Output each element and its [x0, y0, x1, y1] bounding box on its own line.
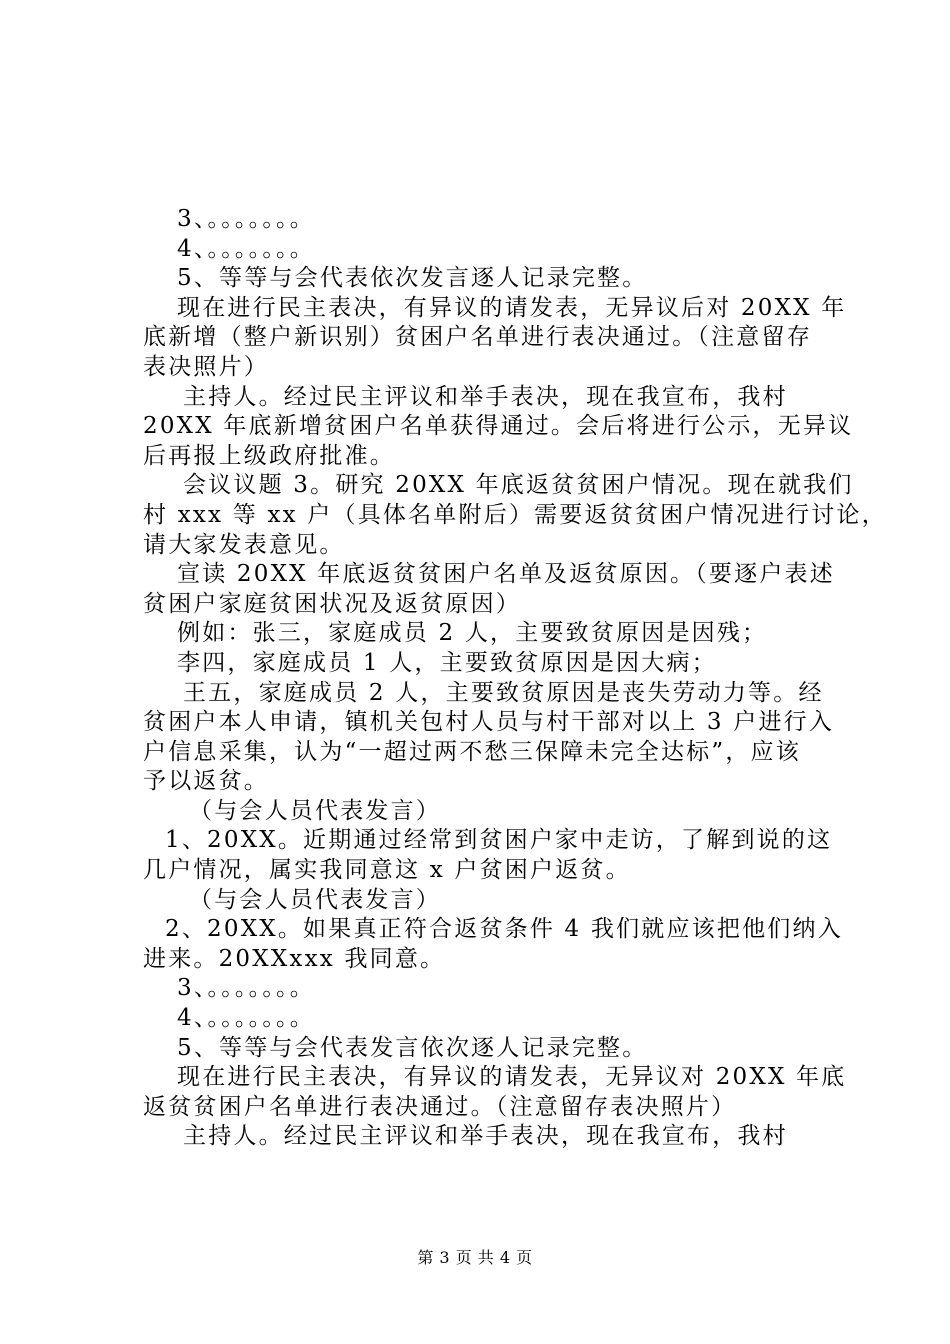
text-line: 贫困户家庭贫困状况及返贫原因） [143, 590, 521, 617]
text-line: 李四，家庭成员 1 人，主要致贫原因是因大病； [177, 649, 717, 676]
text-line: 5、等等与会代表发言依次逐人记录完整。 [177, 1034, 648, 1061]
text-line: 返贫贫困户名单进行表决通过。（注意留存表决照片） [143, 1093, 737, 1120]
text-line: 户信息采集，认为“一超过两不愁三保障未完全达标”，应该 [143, 738, 801, 765]
text-line: 3、。。。。。。。 [177, 975, 315, 1002]
page-number-label: 第 3 页 共 4 页 [417, 1248, 533, 1267]
text-line: 4、。。。。。。。 [177, 235, 315, 262]
text-line: 3、。。。。。。。 [177, 206, 315, 232]
text-line: 1、20XX。近期通过经常到贫困户家中走访，了解到说的这 [165, 827, 833, 854]
text-line: 底新增（整户新识别）贫困户名单进行表决通过。（注意留存 [143, 324, 812, 351]
text-line: 请大家发表意见。 [143, 531, 345, 558]
text-line: 予以返贫。 [143, 768, 269, 795]
text-line: 贫困户本人申请，镇机关包村人员与村干部对以上 3 户进行入 [143, 709, 835, 736]
text-line: 现在进行民主表决，有异议的请发表，无异议对 20XX 年底 [177, 1064, 847, 1091]
text-line: 村 xxx 等 xx 户（具体名单附后）需要返贫贫困户情况进行讨论， [143, 501, 887, 528]
text-line: 2、20XX。如果真正符合返贫条件 4 我们就应该把他们纳入 [165, 916, 843, 943]
text-line: 几户情况，属实我同意这 x 户贫困户返贫。 [143, 857, 631, 884]
text-line: 现在进行民主表决，有异议的请发表，无异议后对 20XX 年 [177, 294, 847, 321]
text-line: （与会人员代表发言） [189, 797, 441, 824]
text-line: 进来。20XXxxx 我同意。 [143, 945, 446, 972]
text-line: 后再报上级政府批准。 [143, 442, 395, 469]
text-line: （与会人员代表发言） [189, 886, 441, 913]
text-line: 主持人。经过民主评议和举手表决，现在我宣布，我村 [183, 383, 788, 410]
text-line: 例如：张三，家庭成员 2 人，主要致贫原因是因残； [177, 620, 768, 647]
document-body [143, 205, 887, 1152]
text-line: 4、。。。。。。。 [177, 1005, 315, 1032]
text-line: 20XX 年底新增贫困户名单获得通过。会后将进行公示，无异议 [143, 413, 854, 440]
text-line: 表决照片） [143, 353, 269, 380]
text-line: 会议议题 3。研究 20XX 年底返贫贫困户情况。现在就我们 [183, 472, 854, 499]
text-line: 5、等等与会代表依次发言逐人记录完整。 [177, 265, 648, 292]
text-line: 王五，家庭成员 2 人，主要致贫原因是丧失劳动力等。经 [183, 679, 824, 706]
page-footer [0, 1248, 950, 1268]
text-line: 主持人。经过民主评议和举手表决，现在我宣布，我村 [183, 1123, 788, 1150]
text-line: 宣读 20XX 年底返贫贫困户名单及返贫原因。（要逐户表述 [177, 561, 835, 588]
